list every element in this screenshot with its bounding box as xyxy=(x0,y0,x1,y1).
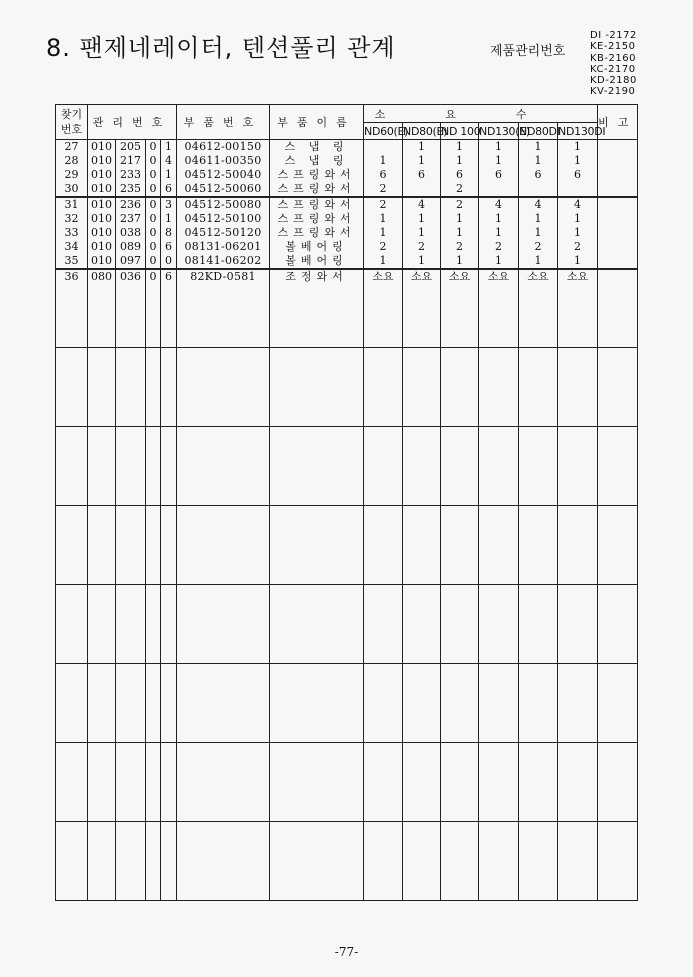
blank-cell xyxy=(88,664,116,743)
blank-cell xyxy=(558,585,598,664)
mgmt-no-cell: 097 xyxy=(116,254,146,269)
mgmt-no-cell: 0 xyxy=(146,140,161,155)
blank-cell xyxy=(177,348,270,427)
model-code: KE-2150 xyxy=(590,41,636,53)
header-model: ND130(E) xyxy=(479,124,530,138)
blank-cell xyxy=(270,284,364,348)
blank-row xyxy=(56,664,638,743)
blank-cell xyxy=(177,506,270,585)
blank-cell xyxy=(177,284,270,348)
blank-cell xyxy=(116,427,146,506)
part-no-cell: 82KD-0581 xyxy=(177,269,270,284)
blank-cell xyxy=(161,348,177,427)
mgmt-no-cell: 236 xyxy=(116,197,146,212)
blank-cell xyxy=(441,585,479,664)
part-name-cell: 볼베어링 xyxy=(270,240,364,254)
blank-cell xyxy=(598,506,638,585)
blank-cell xyxy=(479,348,519,427)
blank-cell xyxy=(598,348,638,427)
blank-cell xyxy=(403,506,441,585)
table-row xyxy=(56,226,638,240)
remarks-cell xyxy=(598,168,638,182)
mgmt-no-cell: 0 xyxy=(146,182,161,197)
mgmt-no-cell: 237 xyxy=(116,212,146,226)
blank-cell xyxy=(403,427,441,506)
qty-cell: 1 xyxy=(479,140,519,155)
part-no-cell: 04612-00150 xyxy=(177,140,270,155)
header-mgmt-no: 관리번호 xyxy=(88,105,177,140)
blank-cell xyxy=(177,585,270,664)
part-name-cell: 스프링와서 xyxy=(270,197,364,212)
mgmt-no-cell: 0 xyxy=(146,197,161,212)
header-model: ND80DI xyxy=(519,124,560,138)
mgmt-no-cell: 010 xyxy=(88,168,116,182)
blank-cell xyxy=(88,506,116,585)
mgmt-no-cell: 038 xyxy=(116,226,146,240)
blank-cell xyxy=(161,585,177,664)
blank-row xyxy=(56,506,638,585)
mgmt-no-cell: 0 xyxy=(146,254,161,269)
blank-cell xyxy=(177,427,270,506)
part-no-cell: 04512-50120 xyxy=(177,226,270,240)
qty-cell: 2 xyxy=(364,197,403,212)
blank-cell xyxy=(558,822,598,901)
header-model: ND130DI xyxy=(558,124,606,138)
qty-cell: 소요 xyxy=(403,269,441,284)
blank-cell xyxy=(116,585,146,664)
remarks-cell xyxy=(598,212,638,226)
qty-cell xyxy=(364,140,403,155)
header-model: ND 100 xyxy=(441,124,481,138)
blank-cell xyxy=(598,664,638,743)
blank-cell xyxy=(177,743,270,822)
qty-cell: 소요 xyxy=(519,269,558,284)
qty-cell: 1 xyxy=(479,254,519,269)
part-name-cell: 스프링와서 xyxy=(270,168,364,182)
qty-cell: 1 xyxy=(403,212,441,226)
blank-cell xyxy=(403,664,441,743)
mgmt-no-cell: 1 xyxy=(161,212,177,226)
qty-cell: 1 xyxy=(558,140,598,155)
blank-cell xyxy=(558,348,598,427)
blank-cell xyxy=(56,506,88,585)
mgmt-no-cell: 3 xyxy=(161,197,177,212)
blank-cell xyxy=(161,284,177,348)
blank-cell xyxy=(479,427,519,506)
blank-cell xyxy=(270,743,364,822)
qty-cell: 소요 xyxy=(364,269,403,284)
blank-cell xyxy=(88,348,116,427)
blank-cell xyxy=(364,664,403,743)
qty-cell: 1 xyxy=(403,154,441,168)
qty-cell: 소요 xyxy=(479,269,519,284)
header-part-no: 부품번호 xyxy=(177,105,270,140)
blank-cell xyxy=(88,284,116,348)
mgmt-no-cell: 080 xyxy=(88,269,116,284)
qty-cell: 6 xyxy=(479,168,519,182)
mgmt-no-cell: 6 xyxy=(161,182,177,197)
blank-cell xyxy=(116,284,146,348)
mgmt-no-cell: 4 xyxy=(161,154,177,168)
header-remarks: 비고 xyxy=(598,105,638,140)
qty-cell: 1 xyxy=(364,254,403,269)
blank-cell xyxy=(161,506,177,585)
blank-cell xyxy=(364,348,403,427)
blank-cell xyxy=(479,664,519,743)
table-row xyxy=(56,212,638,226)
blank-cell xyxy=(56,743,88,822)
blank-cell xyxy=(56,822,88,901)
header-model: ND80(E) xyxy=(403,124,448,138)
blank-cell xyxy=(558,284,598,348)
qty-cell: 2 xyxy=(364,182,403,197)
blank-cell xyxy=(56,585,88,664)
blank-cell xyxy=(146,348,161,427)
blank-cell xyxy=(519,743,558,822)
remarks-cell xyxy=(598,154,638,168)
qty-cell: 6 xyxy=(403,168,441,182)
blank-cell xyxy=(270,585,364,664)
qty-cell: 1 xyxy=(441,212,479,226)
remarks-cell xyxy=(598,269,638,284)
qty-cell: 1 xyxy=(403,140,441,155)
qty-cell: 2 xyxy=(519,240,558,254)
mgmt-no-cell: 8 xyxy=(161,226,177,240)
qty-cell: 1 xyxy=(441,226,479,240)
qty-cell: 6 xyxy=(364,168,403,182)
blank-cell xyxy=(558,427,598,506)
blank-cell xyxy=(364,822,403,901)
blank-cell xyxy=(598,284,638,348)
part-no-cell: 04512-50060 xyxy=(177,182,270,197)
blank-cell xyxy=(441,664,479,743)
qty-cell: 1 xyxy=(519,154,558,168)
header-model: ND60(E) xyxy=(364,124,409,138)
part-no-cell: 08141-06202 xyxy=(177,254,270,269)
blank-cell xyxy=(364,585,403,664)
blank-cell xyxy=(270,427,364,506)
blank-cell xyxy=(598,585,638,664)
blank-cell xyxy=(177,822,270,901)
header-qty: 소요수 xyxy=(364,105,598,123)
blank-cell xyxy=(56,284,88,348)
blank-cell xyxy=(403,348,441,427)
part-no-cell: 04512-50100 xyxy=(177,212,270,226)
blank-cell xyxy=(56,348,88,427)
blank-cell xyxy=(88,822,116,901)
model-code: KC-2170 xyxy=(590,63,636,75)
blank-cell xyxy=(441,506,479,585)
blank-cell xyxy=(403,284,441,348)
mgmt-no-cell: 010 xyxy=(88,182,116,197)
blank-cell xyxy=(116,506,146,585)
mgmt-no-cell: 0 xyxy=(161,254,177,269)
blank-row xyxy=(56,585,638,664)
qty-cell: 1 xyxy=(519,212,558,226)
remarks-cell xyxy=(598,140,638,155)
table-row xyxy=(56,168,638,182)
mgmt-no-cell: 0 xyxy=(146,154,161,168)
qty-cell xyxy=(403,182,441,197)
qty-cell: 소요 xyxy=(441,269,479,284)
table-row xyxy=(56,154,638,168)
blank-cell xyxy=(146,284,161,348)
blank-cell xyxy=(403,585,441,664)
blank-cell xyxy=(88,743,116,822)
table-row xyxy=(56,197,638,212)
blank-cell xyxy=(161,664,177,743)
mgmt-no-cell: 6 xyxy=(161,240,177,254)
blank-cell xyxy=(364,284,403,348)
blank-row xyxy=(56,743,638,822)
mgmt-no-cell: 010 xyxy=(88,212,116,226)
qty-cell: 1 xyxy=(558,154,598,168)
qty-cell: 1 xyxy=(364,212,403,226)
part-name-cell: 스프링와서 xyxy=(270,212,364,226)
qty-cell: 4 xyxy=(558,197,598,212)
qty-cell xyxy=(519,182,558,197)
model-list xyxy=(590,30,650,98)
qty-cell: 4 xyxy=(519,197,558,212)
qty-cell: 1 xyxy=(364,154,403,168)
blank-cell xyxy=(146,664,161,743)
blank-row xyxy=(56,822,638,901)
qty-cell: 2 xyxy=(403,240,441,254)
qty-cell: 1 xyxy=(441,254,479,269)
qty-cell: 4 xyxy=(479,197,519,212)
blank-cell xyxy=(177,664,270,743)
blank-cell xyxy=(116,348,146,427)
table-row xyxy=(56,269,638,284)
mgmt-no-cell: 6 xyxy=(161,269,177,284)
mgmt-no-cell: 0 xyxy=(146,212,161,226)
model-code: KV-2190 xyxy=(590,86,636,98)
qty-cell: 1 xyxy=(441,140,479,155)
table-row xyxy=(56,254,638,269)
blank-cell xyxy=(519,348,558,427)
qty-cell xyxy=(479,182,519,197)
page-number: -77- xyxy=(334,945,359,959)
mgmt-no-cell: 1 xyxy=(161,140,177,155)
mgmt-no-cell: 010 xyxy=(88,197,116,212)
part-name-cell: 볼베어링 xyxy=(270,254,364,269)
remarks-cell xyxy=(598,197,638,212)
blank-cell xyxy=(519,506,558,585)
header-part-name: 부품이름 xyxy=(270,105,364,140)
part-no-cell: 08131-06201 xyxy=(177,240,270,254)
blank-cell xyxy=(441,822,479,901)
find-no-cell: 31 xyxy=(56,197,88,212)
mgmt-no-cell: 233 xyxy=(116,168,146,182)
qty-cell: 1 xyxy=(364,226,403,240)
remarks-cell xyxy=(598,182,638,197)
blank-cell xyxy=(116,743,146,822)
qty-cell: 1 xyxy=(479,154,519,168)
part-name-cell: 스프링와서 xyxy=(270,226,364,240)
blank-cell xyxy=(88,585,116,664)
blank-cell xyxy=(441,743,479,822)
find-no-cell: 34 xyxy=(56,240,88,254)
remarks-cell xyxy=(598,226,638,240)
blank-cell xyxy=(116,664,146,743)
find-no-cell: 35 xyxy=(56,254,88,269)
qty-cell: 1 xyxy=(558,254,598,269)
qty-cell: 소요 xyxy=(558,269,598,284)
blank-cell xyxy=(558,506,598,585)
qty-cell: 1 xyxy=(479,226,519,240)
part-no-cell: 04512-50040 xyxy=(177,168,270,182)
blank-cell xyxy=(146,427,161,506)
blank-cell xyxy=(364,743,403,822)
qty-cell: 1 xyxy=(479,212,519,226)
blank-cell xyxy=(479,822,519,901)
find-no-cell: 36 xyxy=(56,269,88,284)
blank-cell xyxy=(270,348,364,427)
blank-cell xyxy=(441,348,479,427)
table-row xyxy=(56,240,638,254)
blank-cell xyxy=(479,585,519,664)
mgmt-no-cell: 010 xyxy=(88,140,116,155)
mgmt-no-cell: 010 xyxy=(88,154,116,168)
blank-cell xyxy=(519,664,558,743)
blank-cell xyxy=(116,822,146,901)
blank-cell xyxy=(56,427,88,506)
page-title: 8. 팬제네레이터, 텐션풀리 관계 xyxy=(46,34,396,62)
qty-cell: 2 xyxy=(364,240,403,254)
blank-row xyxy=(56,427,638,506)
part-name-cell: 스 냅 링 xyxy=(270,140,364,155)
mgmt-no-cell: 205 xyxy=(116,140,146,155)
blank-cell xyxy=(270,664,364,743)
mgmt-no-cell: 0 xyxy=(146,168,161,182)
blank-cell xyxy=(558,664,598,743)
blank-cell xyxy=(598,427,638,506)
product-mgmt-label: 제품관리번호 xyxy=(490,44,566,59)
blank-row xyxy=(56,348,638,427)
mgmt-no-cell: 036 xyxy=(116,269,146,284)
parts-table xyxy=(55,104,638,901)
find-no-cell: 30 xyxy=(56,182,88,197)
mgmt-no-cell: 089 xyxy=(116,240,146,254)
mgmt-no-cell: 010 xyxy=(88,254,116,269)
find-no-cell: 32 xyxy=(56,212,88,226)
qty-cell: 2 xyxy=(441,240,479,254)
find-no-cell: 28 xyxy=(56,154,88,168)
find-no-cell: 27 xyxy=(56,140,88,155)
qty-cell: 1 xyxy=(403,226,441,240)
blank-cell xyxy=(519,585,558,664)
qty-cell: 1 xyxy=(519,140,558,155)
blank-cell xyxy=(161,822,177,901)
mgmt-no-cell: 0 xyxy=(146,240,161,254)
find-no-cell: 29 xyxy=(56,168,88,182)
blank-cell xyxy=(479,743,519,822)
blank-cell xyxy=(598,743,638,822)
qty-cell: 1 xyxy=(519,226,558,240)
blank-cell xyxy=(146,585,161,664)
blank-cell xyxy=(146,822,161,901)
blank-cell xyxy=(161,743,177,822)
blank-cell xyxy=(479,284,519,348)
qty-cell: 1 xyxy=(558,226,598,240)
blank-cell xyxy=(146,506,161,585)
part-no-cell: 04611-00350 xyxy=(177,154,270,168)
qty-cell: 2 xyxy=(441,197,479,212)
table-row xyxy=(56,140,638,155)
blank-row xyxy=(56,284,638,348)
blank-cell xyxy=(441,284,479,348)
mgmt-no-cell: 0 xyxy=(146,269,161,284)
part-name-cell: 스 냅 링 xyxy=(270,154,364,168)
qty-cell: 4 xyxy=(403,197,441,212)
part-name-cell: 스프링와서 xyxy=(270,182,364,197)
remarks-cell xyxy=(598,254,638,269)
mgmt-no-cell: 010 xyxy=(88,240,116,254)
qty-cell: 2 xyxy=(441,182,479,197)
blank-cell xyxy=(88,427,116,506)
blank-cell xyxy=(479,506,519,585)
model-code: KD-2180 xyxy=(590,75,637,87)
qty-cell: 1 xyxy=(558,212,598,226)
model-code: KB-2160 xyxy=(590,52,636,64)
qty-cell: 1 xyxy=(441,154,479,168)
blank-cell xyxy=(403,822,441,901)
blank-cell xyxy=(598,822,638,901)
blank-cell xyxy=(161,427,177,506)
find-no-cell: 33 xyxy=(56,226,88,240)
blank-cell xyxy=(364,506,403,585)
qty-cell: 2 xyxy=(479,240,519,254)
blank-cell xyxy=(270,506,364,585)
part-no-cell: 04512-50080 xyxy=(177,197,270,212)
qty-cell: 6 xyxy=(441,168,479,182)
table-row xyxy=(56,182,638,197)
blank-cell xyxy=(519,284,558,348)
qty-cell xyxy=(558,182,598,197)
qty-cell: 6 xyxy=(519,168,558,182)
qty-cell: 1 xyxy=(403,254,441,269)
mgmt-no-cell: 0 xyxy=(146,226,161,240)
blank-cell xyxy=(364,427,403,506)
blank-cell xyxy=(403,743,441,822)
qty-cell: 1 xyxy=(519,254,558,269)
blank-cell xyxy=(270,822,364,901)
qty-cell: 6 xyxy=(558,168,598,182)
model-code: DI -2172 xyxy=(590,30,637,41)
blank-cell xyxy=(558,743,598,822)
blank-cell xyxy=(441,427,479,506)
blank-cell xyxy=(146,743,161,822)
header-find-no: 찾기 번호 xyxy=(56,105,88,140)
mgmt-no-cell: 217 xyxy=(116,154,146,168)
part-name-cell: 조정와서 xyxy=(270,269,364,284)
blank-cell xyxy=(519,427,558,506)
mgmt-no-cell: 1 xyxy=(161,168,177,182)
remarks-cell xyxy=(598,240,638,254)
mgmt-no-cell: 010 xyxy=(88,226,116,240)
qty-cell: 2 xyxy=(558,240,598,254)
blank-cell xyxy=(56,664,88,743)
mgmt-no-cell: 235 xyxy=(116,182,146,197)
blank-cell xyxy=(519,822,558,901)
